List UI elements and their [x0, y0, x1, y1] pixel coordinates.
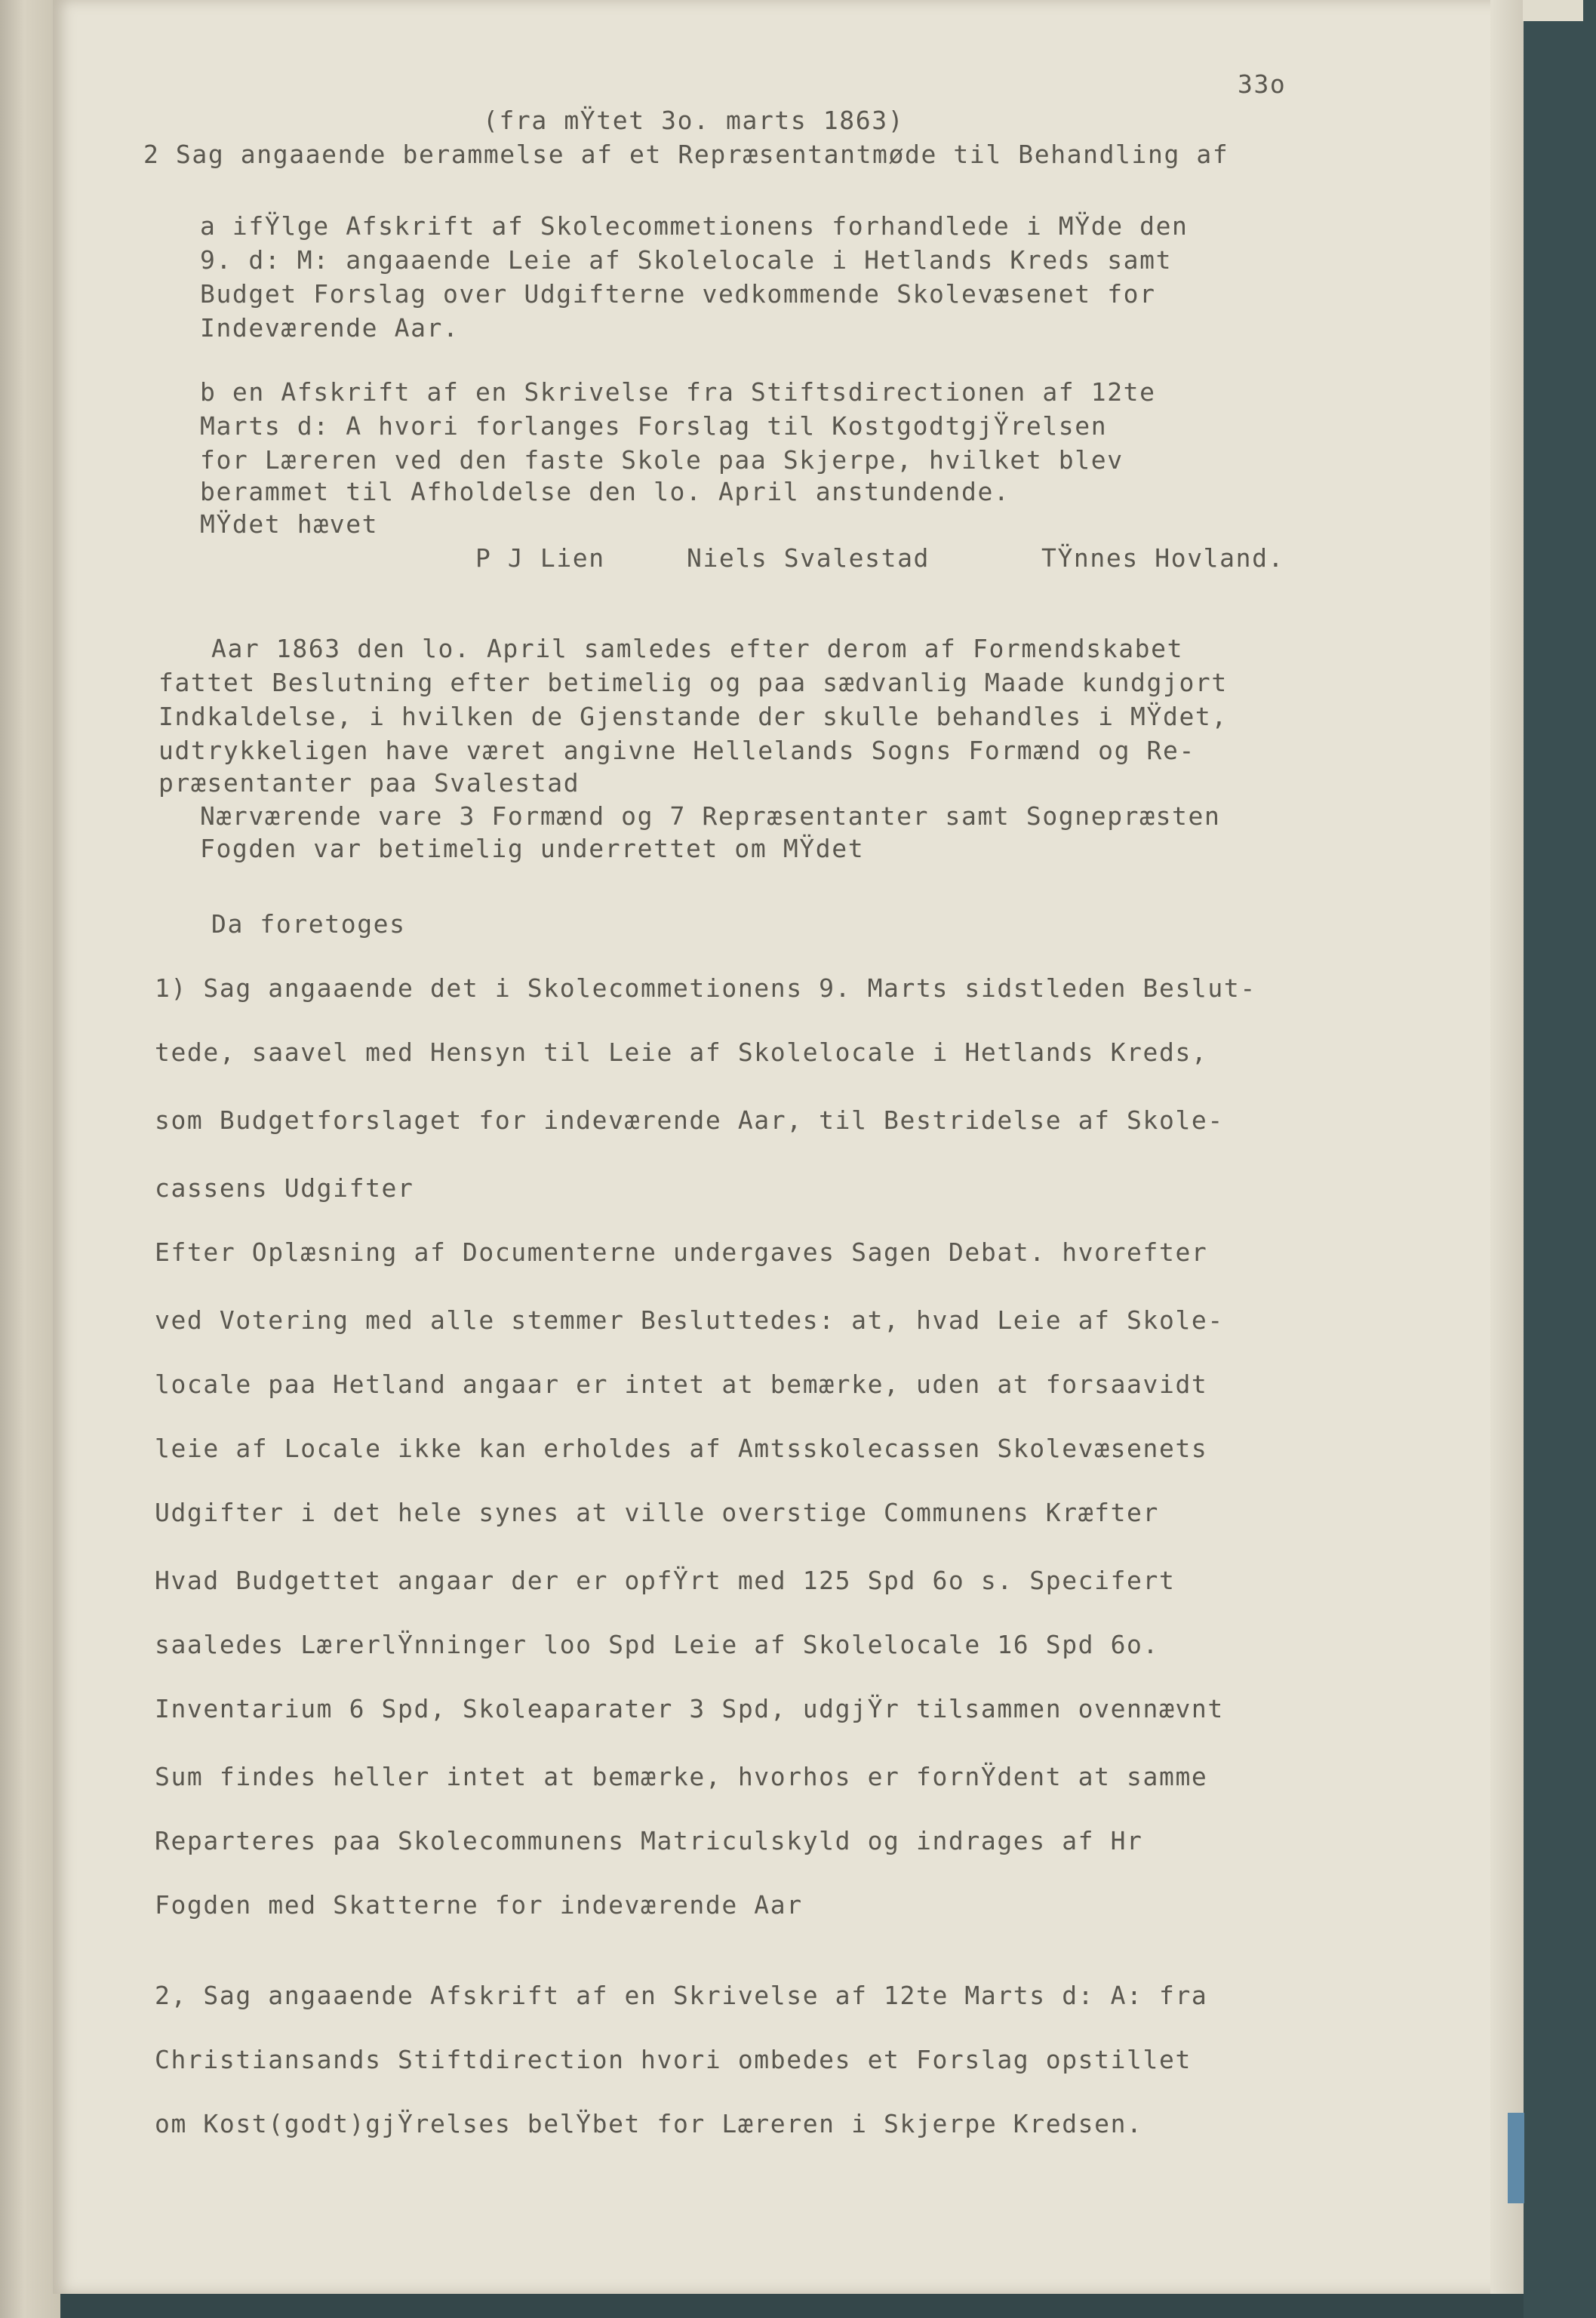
binding-clip: [1508, 2113, 1524, 2203]
item-a-line: a ifŸlge Afskrift af Skolecommetionens forhandlede i MŸde den: [200, 211, 1189, 241]
page-right-edge: [1490, 0, 1524, 2294]
item-a-line: 9. d: M: angaaende Leie af Skolelocale i Hetlands Kreds samt: [200, 245, 1173, 275]
signature: Niels Svalestad: [687, 543, 930, 573]
session-header: (fra mŸtet 3o. marts 1863): [483, 106, 905, 135]
section-1-line: Udgifter i det hele synes at ville overstige Communens Kræfter: [155, 1498, 1159, 1527]
background-strip: [1524, 0, 1596, 2318]
meeting-1863-line: udtrykkeligen have været angivne Hellelands Sogns Formænd og Re-: [158, 736, 1195, 765]
item-b-line: berammet til Afholdelse den lo. April anstundende.: [200, 477, 1010, 506]
section-2-line: Christiansands Stiftdirection hvori ombedes et Forslag opstillet: [155, 2045, 1192, 2074]
section-1-line: cassens Udgifter: [155, 1173, 414, 1203]
document-page: [53, 0, 1523, 2294]
meeting-closed: MŸdet hævet: [200, 509, 379, 539]
section-1-line: locale paa Hetland angaar er intet at bemærke, uden at forsaavidt: [155, 1370, 1208, 1399]
section-2-line: om Kost(godt)gjŸrelses belŸbet for Læreren i Skjerpe Kredsen.: [155, 2109, 1143, 2138]
underlying-page-edge: [0, 0, 60, 2318]
section-1-line: leie af Locale ikke kan erholdes af Amtsskolecassen Skolevæsenets: [155, 1434, 1208, 1463]
meeting-1863-line: Indkaldelse, i hvilken de Gjenstande der skulle behandles i MŸdet,: [158, 702, 1228, 731]
section-1-line: Sum findes heller intet at bemærke, hvorhos er fornŸdent at samme: [155, 1762, 1208, 1791]
meeting-1863-line: Fogden var betimelig underrettet om MŸdet: [200, 834, 865, 863]
meeting-1863-line: Nærværende vare 3 Formænd og 7 Repræsentanter samt Sognepræsten: [200, 801, 1221, 831]
section-2-line: 2, Sag angaaende Afskrift af en Skrivelse af 12te Marts d: A: fra: [155, 1981, 1208, 2010]
meeting-1863-line: Aar 1863 den lo. April samledes efter derom af Formendskabet: [211, 634, 1184, 663]
item-a-line: Budget Forslag over Udgifterne vedkommende Skolevæsenet for: [200, 279, 1156, 309]
section-1-line: Fogden med Skatterne for indeværende Aar: [155, 1890, 803, 1920]
section-1-line: Hvad Budgettet angaar der er opfŸrt med 125 Spd 6o s. Specifert: [155, 1566, 1176, 1595]
signature: TŸnnes Hovland.: [1041, 543, 1285, 573]
meeting-1863-line: fattet Beslutning efter betimelig og paa sædvanlig Maade kundgjort: [158, 668, 1228, 697]
item-a-line: Indeværende Aar.: [200, 313, 460, 343]
section-1-line: 1) Sag angaaende det i Skolecommetionens 9. Marts sidstleden Beslut-: [155, 973, 1256, 1003]
item-b-line: Marts d: A hvori forlanges Forslag til KostgodtgjŸrelsen: [200, 411, 1108, 441]
section-1-line: ved Votering med alle stemmer Besluttedes: at, hvad Leie af Skole-: [155, 1305, 1224, 1335]
section-1-line: som Budgetforslaget for indeværende Aar, til Bestridelse af Skole-: [155, 1105, 1224, 1135]
section-1-line: tede, saavel med Hensyn til Leie af Skolelocale i Hetlands Kreds,: [155, 1038, 1208, 1067]
section-1-line: Reparteres paa Skolecommunens Matriculskyld og indrages af Hr: [155, 1826, 1143, 1855]
page-number: 33o: [1238, 69, 1287, 99]
page-tab: [1523, 0, 1583, 21]
section-1-line: Inventarium 6 Spd, Skoleaparater 3 Spd, udgjŸr tilsammen ovennævnt: [155, 1694, 1224, 1723]
signature: P J Lien: [475, 543, 605, 573]
item-b-line: for Læreren ved den faste Skole paa Skjerpe, hvilket blev: [200, 445, 1124, 475]
section-1-line: saaledes LærerlŸnninger loo Spd Leie af Skolelocale 16 Spd 6o.: [155, 1630, 1159, 1659]
item-b-line: b en Afskrift af en Skrivelse fra Stiftsdirectionen af 12te: [200, 377, 1156, 407]
section-1-line: Efter Oplæsning af Documenterne undergaves Sagen Debat. hvorefter: [155, 1237, 1208, 1267]
item-2-intro: 2 Sag angaaende berammelse af et Repræsentantmøde til Behandling af: [143, 140, 1229, 169]
da-foretoges: Da foretoges: [211, 909, 406, 939]
meeting-1863-line: præsentanter paa Svalestad: [158, 768, 580, 798]
